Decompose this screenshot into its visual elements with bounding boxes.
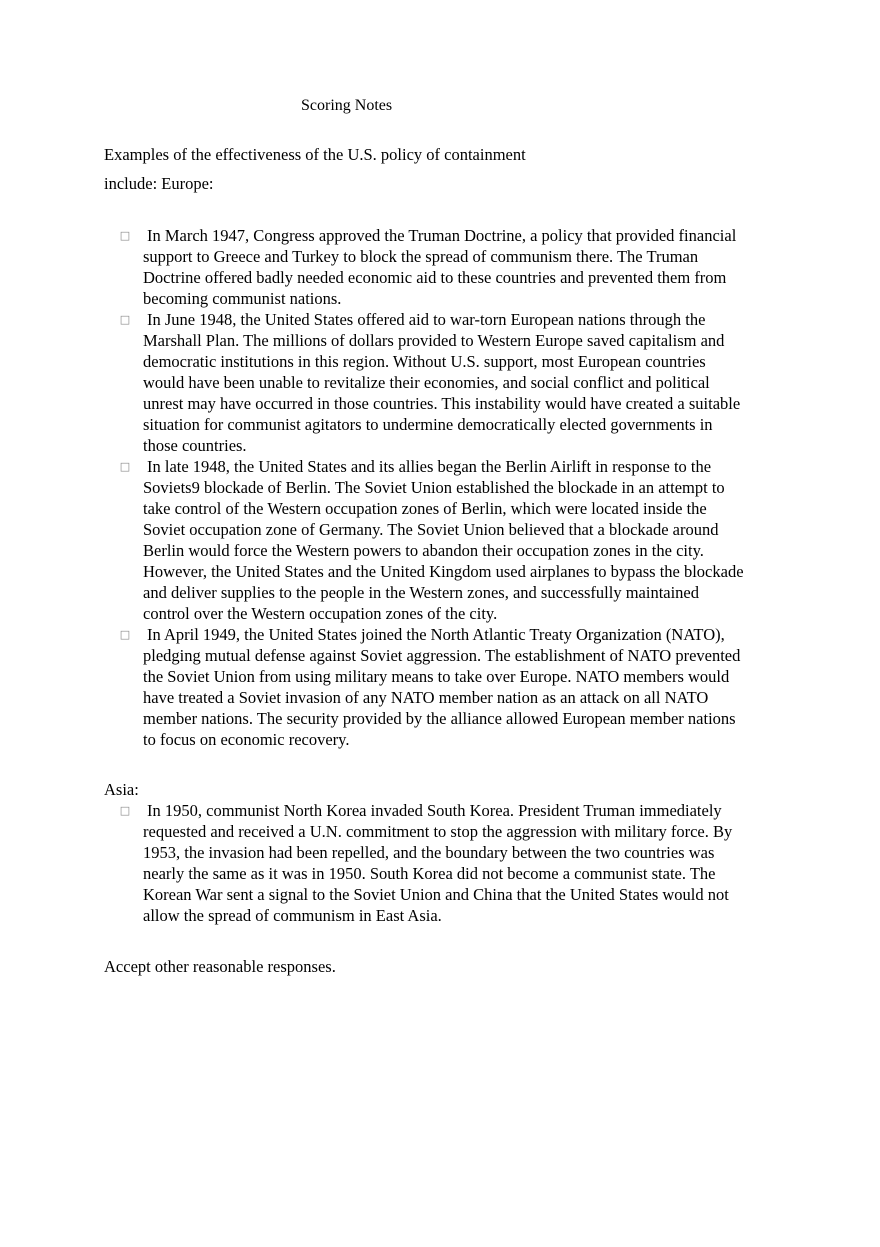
square-bullet-icon: □ <box>119 460 131 473</box>
list-item-text: In June 1948, the United States offered aid to war-torn European nations through the Marshall Plan. The millions of dollars provided to Western Europe saved capitalism and democratic institutions in this region. Without U.S. support, most European countries would have been unable to revitalize their economies, and social conflict and political unrest may have occurred in those countries. This instability would have created a suitable situation for communist agitators to undermine democratically elected governments in those countries. <box>143 310 741 455</box>
asia-list <box>104 800 744 926</box>
asia-heading: Asia: <box>104 780 139 799</box>
square-bullet-icon: □ <box>119 313 131 326</box>
intro-line-2: include: Europe: <box>104 174 214 193</box>
list-item-europe-4 <box>104 624 744 750</box>
list-item-text: In April 1949, the United States joined the North Atlantic Treaty Organization (NATO), pledging mutual defense against Soviet aggression. The establishment of NATO prevented the Soviet Union from using military means to take over Europe. NATO members would have treated a Soviet invasion of any NATO member nation as an attack on all NATO member nations. The security provided by the alliance allowed European member nations to focus on economic recovery. <box>143 625 741 749</box>
closing-note: Accept other reasonable responses. <box>104 957 336 976</box>
list-item-asia-1 <box>104 800 744 926</box>
list-item-text: In 1950, communist North Korea invaded South Korea. President Truman immediately requested and received a U.N. commitment to stop the aggression with military force. By 1953, the invasion had been repelled, and the boundary between the two countries was nearly the same as it was in 1950. South Korea did not become a communist state. The Korean War sent a signal to the Soviet Union and China that the United States would not allow the spread of communism in East Asia. <box>143 801 733 925</box>
europe-list <box>104 225 744 750</box>
list-item-text: In late 1948, the United States and its allies began the Berlin Airlift in response to the Soviets9 blockade of Berlin. The Soviet Union established the blockade in an attempt to take control of the Western occupation zones of Berlin, which were located inside the Soviet occupation zone of Germany. The Soviet Union believed that a blockade around Berlin would force the Western powers to abandon their occupation zones in the city. However, the United States and the United Kingdom used airplanes to bypass the blockade and deliver supplies to the people in the Western zones, and successfully maintained control over the Western occupation zones of the city. <box>143 457 744 623</box>
intro-paragraph <box>104 140 744 198</box>
square-bullet-icon: □ <box>119 628 131 641</box>
page-title: Scoring Notes <box>301 97 393 114</box>
list-item-europe-1 <box>104 225 744 309</box>
square-bullet-icon: □ <box>119 229 131 242</box>
list-item-text: In March 1947, Congress approved the Truman Doctrine, a policy that provided financial support to Greece and Turkey to block the spread of communism there. The Truman Doctrine offered badly needed economic aid to these countries and prevented them from becoming communist nations. <box>143 226 737 308</box>
intro-line-1: Examples of the effectiveness of the U.S. policy of containment <box>104 145 526 164</box>
square-bullet-icon: □ <box>119 804 131 817</box>
list-item-europe-2 <box>104 309 744 456</box>
list-item-europe-3 <box>104 456 744 624</box>
